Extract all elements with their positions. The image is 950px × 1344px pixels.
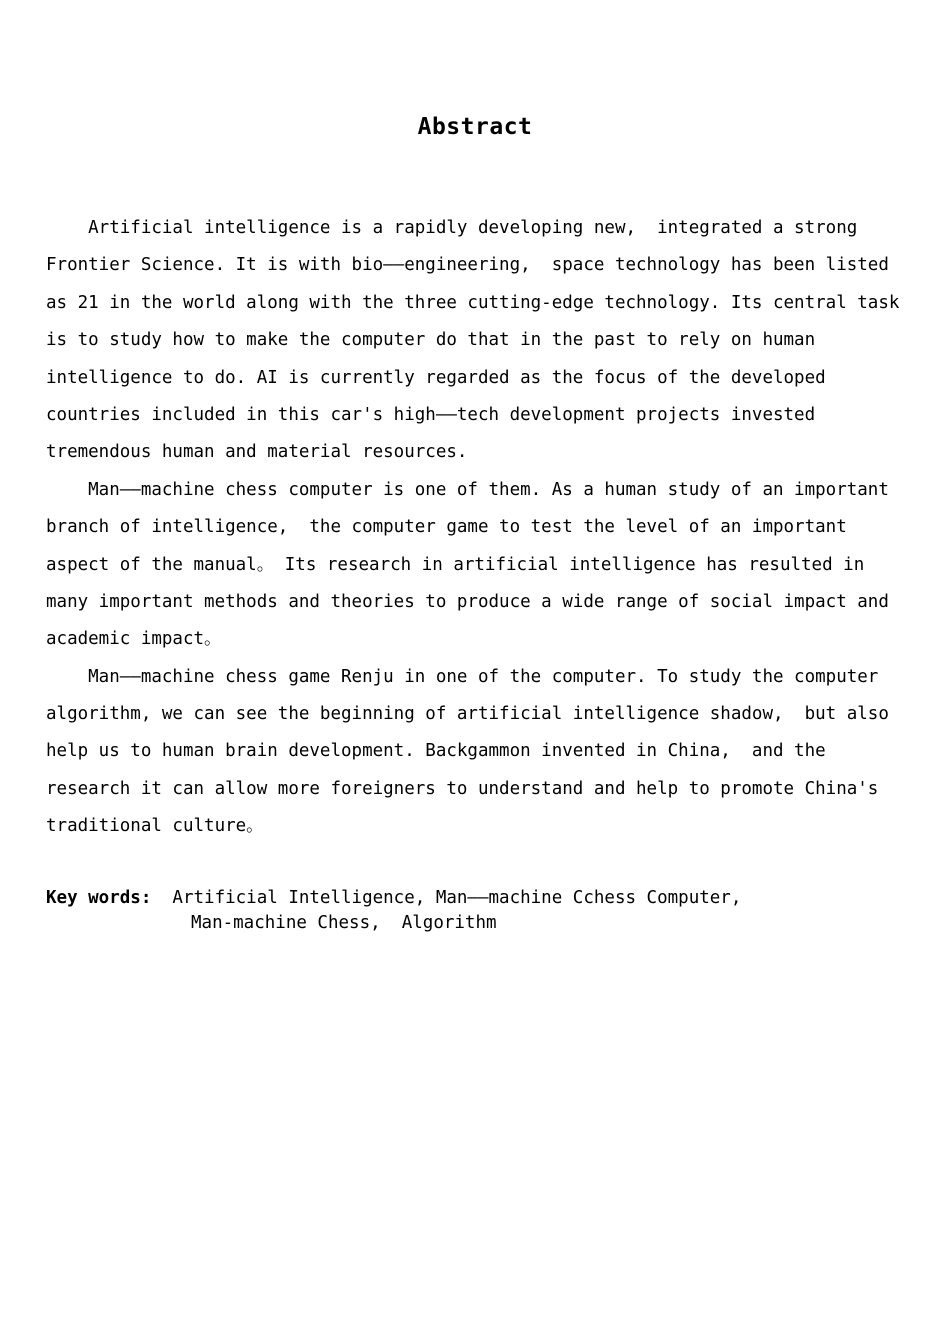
body-line: traditional culture。 — [46, 816, 264, 837]
body-line: Artificial intelligence is a rapidly developing new, integrated a strong — [46, 218, 858, 238]
keywords-block — [46, 886, 906, 936]
body-line: research it can allow more foreigners to understand and help to promote China's — [46, 778, 879, 799]
body-line: branch of intelligence, the computer game to test the level of an important — [46, 517, 847, 538]
body-line: algorithm, we can see the beginning of artificial intelligence shadow, but also — [46, 704, 889, 725]
abstract-body — [46, 210, 900, 846]
body-line: academic impact。 — [46, 629, 222, 650]
body-line: Frontier Science. It is with bio——engineering, space technology has been listed — [46, 255, 889, 276]
keywords-label: Key words: — [46, 888, 152, 908]
body-line: many important methods and theories to produce a wide range of social impact and — [46, 591, 889, 612]
body-line: intelligence to do. AI is currently regarded as the focus of the developed — [46, 367, 826, 388]
keywords-first-line — [46, 886, 906, 911]
body-line: tremendous human and material resources. — [46, 442, 468, 463]
abstract-title: Abstract — [417, 114, 533, 140]
body-line: help us to human brain development. Backgammon invented in China, and the — [46, 741, 826, 762]
body-line: Man——machine chess game Renju in one of the computer. To study the computer — [46, 666, 879, 687]
keywords-text-line2: Man-machine Chess, Algorithm — [191, 913, 497, 933]
body-line: countries included in this car's high——tech development projects invested — [46, 404, 816, 425]
body-line: is to study how to make the computer do that in the past to rely on human — [46, 330, 816, 351]
keywords-text-line1: Artificial Intelligence, Man——machine Cchess Computer, — [151, 888, 742, 908]
body-line: as 21 in the world along with the three cutting-edge technology. Its central task — [46, 292, 900, 313]
body-line: aspect of the manual。 Its research in artificial intelligence has resulted in — [46, 554, 865, 575]
body-line: Man——machine chess computer is one of them. As a human study of an important — [46, 479, 889, 500]
